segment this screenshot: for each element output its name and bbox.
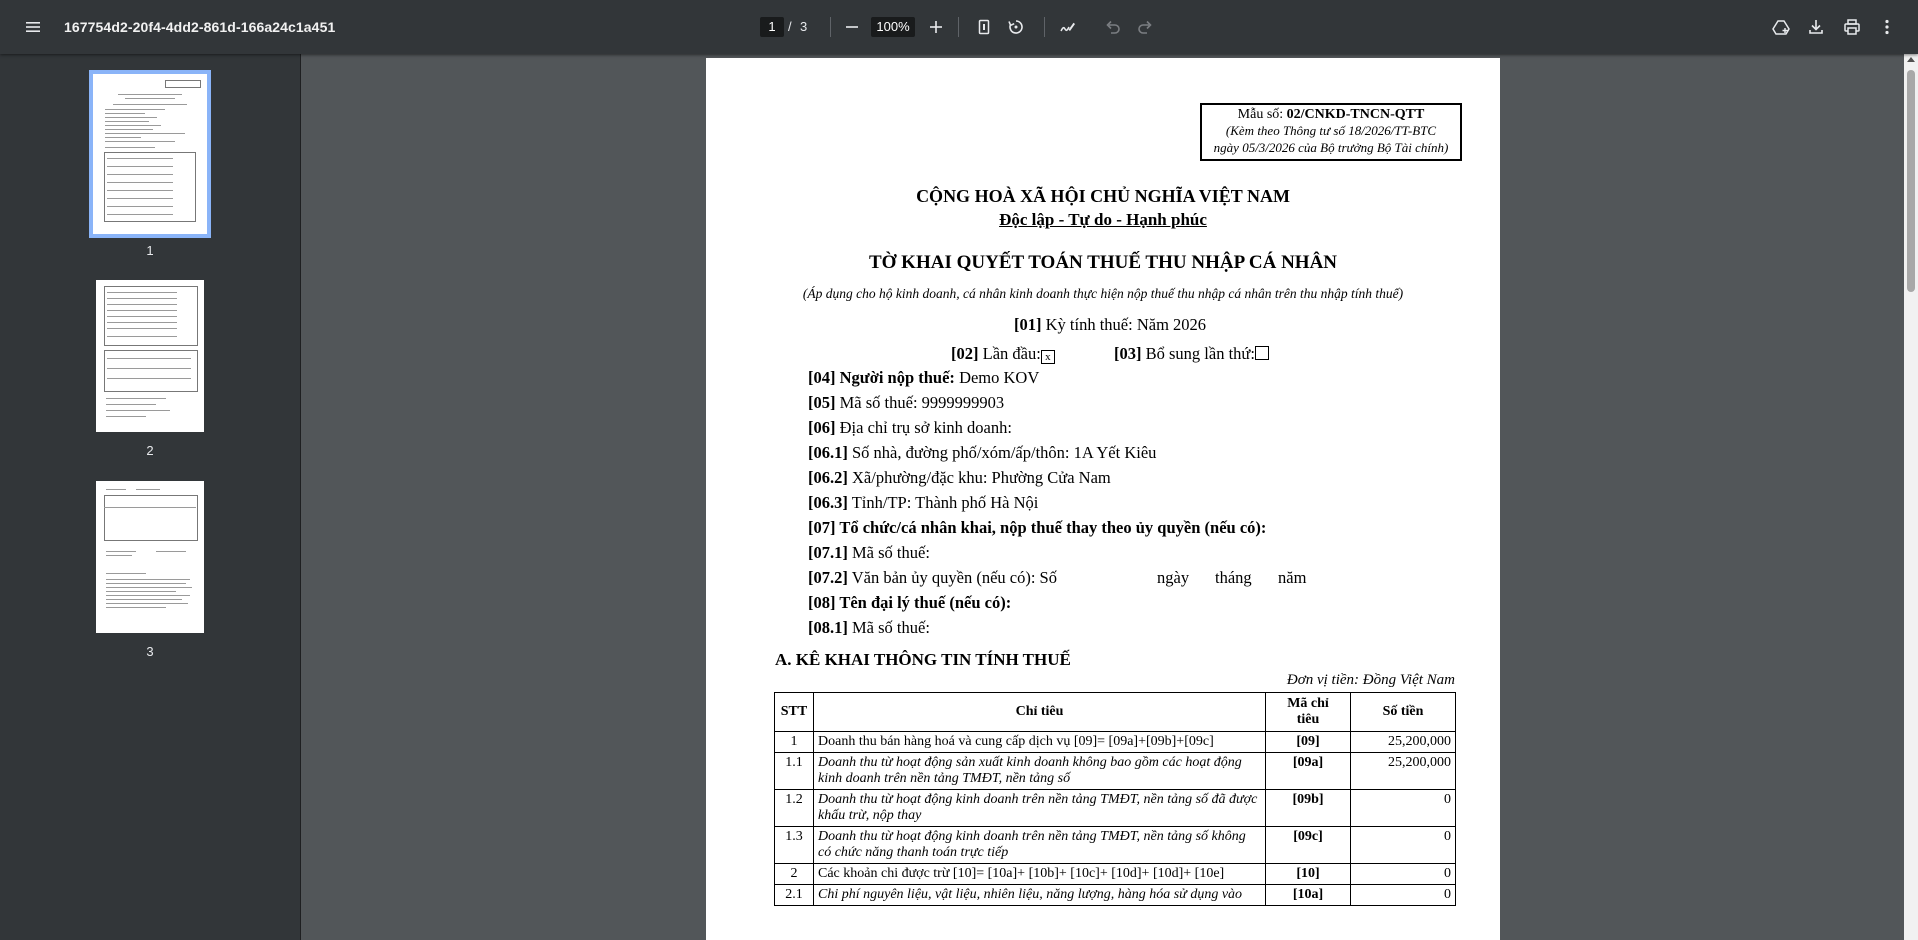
table-row bbox=[775, 790, 1456, 827]
row-stt: 1.1 bbox=[775, 753, 814, 790]
page-separator: / bbox=[788, 19, 792, 34]
field-07-2-month: tháng bbox=[1215, 568, 1252, 587]
tax-table bbox=[774, 692, 1456, 906]
row-stt: 1.3 bbox=[775, 827, 814, 864]
field-05: [05] Mã số thuế: 9999999903 bbox=[808, 393, 1005, 412]
row-stt: 2.1 bbox=[775, 885, 814, 906]
current-page-input[interactable]: 1 bbox=[760, 17, 784, 37]
row-amount: 0 bbox=[1351, 864, 1456, 885]
table-header: Mã chỉ tiêu bbox=[1266, 693, 1351, 732]
field-07-1: [07.1] Mã số thuế: bbox=[808, 543, 930, 562]
row-item: Các khoản chi được trừ [10]= [10a]+ [10b]+ [10c]+ [10d]+ [10d]+ [10e] bbox=[814, 864, 1266, 885]
row-code: [10] bbox=[1266, 864, 1351, 885]
form-code: 02/CNKD-TNCN-QTT bbox=[1286, 107, 1425, 122]
field-06-3: [06.3] Tỉnh/TP: Thành phố Hà Nội bbox=[808, 493, 1039, 512]
thumbnail-sidebar bbox=[0, 54, 301, 940]
vertical-scrollbar[interactable] bbox=[1904, 54, 1918, 940]
table-header-row bbox=[775, 693, 1456, 732]
document-viewer[interactable] bbox=[301, 54, 1904, 940]
thumbnail-label-2: 2 bbox=[146, 443, 154, 458]
row-amount: 0 bbox=[1351, 827, 1456, 864]
print-icon[interactable] bbox=[1840, 15, 1864, 39]
field-06: [06] Địa chỉ trụ sở kinh doanh: bbox=[808, 418, 1012, 437]
download-icon[interactable] bbox=[1804, 15, 1828, 39]
total-pages: 3 bbox=[800, 19, 808, 34]
row-item: Doanh thu từ hoạt động kinh doanh trên nền tảng TMĐT, nền tảng số không có chức năng thanh toán trực tiếp bbox=[814, 827, 1266, 864]
scrollbar-thumb[interactable] bbox=[1907, 70, 1915, 292]
row-code: [09] bbox=[1266, 732, 1351, 753]
nation-title: CỘNG HOÀ XÃ HỘI CHỦ NGHĨA VIỆT NAM bbox=[916, 186, 1290, 206]
more-actions-icon[interactable] bbox=[1875, 15, 1899, 39]
row-amount: 0 bbox=[1351, 790, 1456, 827]
field-08: [08] Tên đại lý thuế (nếu có): bbox=[808, 593, 1012, 612]
annotate-icon[interactable] bbox=[1056, 15, 1080, 39]
thumbnail-label-1: 1 bbox=[146, 243, 154, 258]
undo-icon[interactable] bbox=[1101, 15, 1125, 39]
row-code: [09a] bbox=[1266, 753, 1351, 790]
row-amount: 25,200,000 bbox=[1351, 732, 1456, 753]
row-code: [10a] bbox=[1266, 885, 1351, 906]
supplement-checkbox bbox=[1255, 346, 1269, 360]
first-time-checkbox: x bbox=[1041, 350, 1055, 364]
table-header: Số tiền bbox=[1351, 693, 1456, 732]
field-07: [07] Tổ chức/cá nhân khai, nộp thuế thay theo ủy quyền (nếu có): bbox=[808, 518, 1267, 537]
field-07-2-year: năm bbox=[1278, 568, 1307, 587]
add-to-drive-icon[interactable] bbox=[1769, 15, 1793, 39]
pdf-toolbar bbox=[0, 0, 1918, 54]
field-01: [01] Kỳ tính thuế: Năm 2026 bbox=[1014, 315, 1207, 334]
toolbar-divider bbox=[958, 17, 959, 37]
field-07-2: [07.2] Văn bản ủy quyền (nếu có): Số bbox=[808, 568, 1057, 587]
scroll-up-arrow-icon[interactable] bbox=[1907, 57, 1915, 62]
row-stt: 2 bbox=[775, 864, 814, 885]
zoom-out-icon[interactable] bbox=[840, 15, 864, 39]
field-06-1: [06.1] Số nhà, đường phố/xóm/ấp/thôn: 1A Yết Kiêu bbox=[808, 443, 1157, 462]
currency-unit: Đơn vị tiền: Đồng Việt Nam bbox=[1286, 672, 1455, 688]
field-07-2-day: ngày bbox=[1157, 568, 1190, 587]
row-stt: 1 bbox=[775, 732, 814, 753]
table-header: STT bbox=[775, 693, 814, 732]
toolbar-divider bbox=[1044, 17, 1045, 37]
form-reference-2: ngày 05/3/2026 của Bộ trưởng Bộ Tài chính) bbox=[1213, 140, 1449, 155]
row-amount: 25,200,000 bbox=[1351, 753, 1456, 790]
row-amount: 0 bbox=[1351, 885, 1456, 906]
row-item: Doanh thu từ hoạt động sản xuất kinh doanh không bao gồm các hoạt động kinh doanh trên nền tảng TMĐT, nền tảng số bbox=[814, 753, 1266, 790]
row-code: [09b] bbox=[1266, 790, 1351, 827]
row-item: Chi phí nguyên liệu, vật liệu, nhiên liệu, năng lượng, hàng hóa sử dụng vào bbox=[814, 885, 1266, 906]
document-heading: TỜ KHAI QUYẾT TOÁN THUẾ THU NHẬP CÁ NHÂN bbox=[868, 252, 1338, 273]
redo-icon[interactable] bbox=[1133, 15, 1157, 39]
page-thumbnail-1[interactable] bbox=[93, 74, 207, 234]
table-row bbox=[775, 827, 1456, 864]
field-02: [02] Lần đầu: x bbox=[951, 344, 1055, 364]
row-item: Doanh thu bán hàng hoá và cung cấp dịch vụ [09]= [09a]+[09b]+[09c] bbox=[814, 732, 1266, 753]
pdf-page bbox=[706, 58, 1500, 940]
table-row bbox=[775, 885, 1456, 906]
field-04: [04] Người nộp thuế: Demo KOV bbox=[808, 368, 1040, 387]
field-08-1: [08.1] Mã số thuế: bbox=[808, 618, 930, 637]
zoom-input[interactable]: 100% bbox=[871, 17, 915, 37]
toolbar-divider bbox=[830, 17, 831, 37]
table-header: Chỉ tiêu bbox=[814, 693, 1266, 732]
form-code-box bbox=[1200, 103, 1462, 161]
document-title: 167754d2-20f4-4dd2-861d-166a24c1a451 bbox=[64, 19, 336, 35]
document-subheading: (Áp dụng cho hộ kinh doanh, cá nhân kinh doanh thực hiện nộp thuế thu nhập cá nhân trên thu nhập tính thuế) bbox=[802, 286, 1404, 301]
row-item: Doanh thu từ hoạt động kinh doanh trên nền tảng TMĐT, nền tảng số đã được khấu trừ, nộp thay bbox=[814, 790, 1266, 827]
section-a-heading: A. KÊ KHAI THÔNG TIN TÍNH THUẾ bbox=[775, 650, 1071, 669]
table-row bbox=[775, 753, 1456, 790]
field-03: [03] Bổ sung lần thứ: bbox=[1114, 344, 1269, 364]
table-row bbox=[775, 732, 1456, 753]
row-stt: 1.2 bbox=[775, 790, 814, 827]
row-code: [09c] bbox=[1266, 827, 1351, 864]
nation-motto: Độc lập - Tự do - Hạnh phúc bbox=[999, 210, 1207, 229]
page-thumbnail-3[interactable] bbox=[96, 481, 204, 633]
table-row bbox=[775, 864, 1456, 885]
rotate-icon[interactable] bbox=[1004, 15, 1028, 39]
page-thumbnail-2[interactable] bbox=[96, 280, 204, 432]
field-06-2: [06.2] Xã/phường/đặc khu: Phường Cửa Nam bbox=[808, 468, 1111, 487]
menu-icon[interactable] bbox=[21, 15, 45, 39]
form-reference-1: (Kèm theo Thông tư số 18/2026/TT-BTC bbox=[1225, 123, 1437, 138]
zoom-in-icon[interactable] bbox=[924, 15, 948, 39]
fit-page-icon[interactable] bbox=[972, 15, 996, 39]
thumbnail-label-3: 3 bbox=[146, 644, 154, 659]
form-code-line: Mẫu số: 02/CNKD-TNCN-QTT bbox=[1237, 107, 1425, 122]
